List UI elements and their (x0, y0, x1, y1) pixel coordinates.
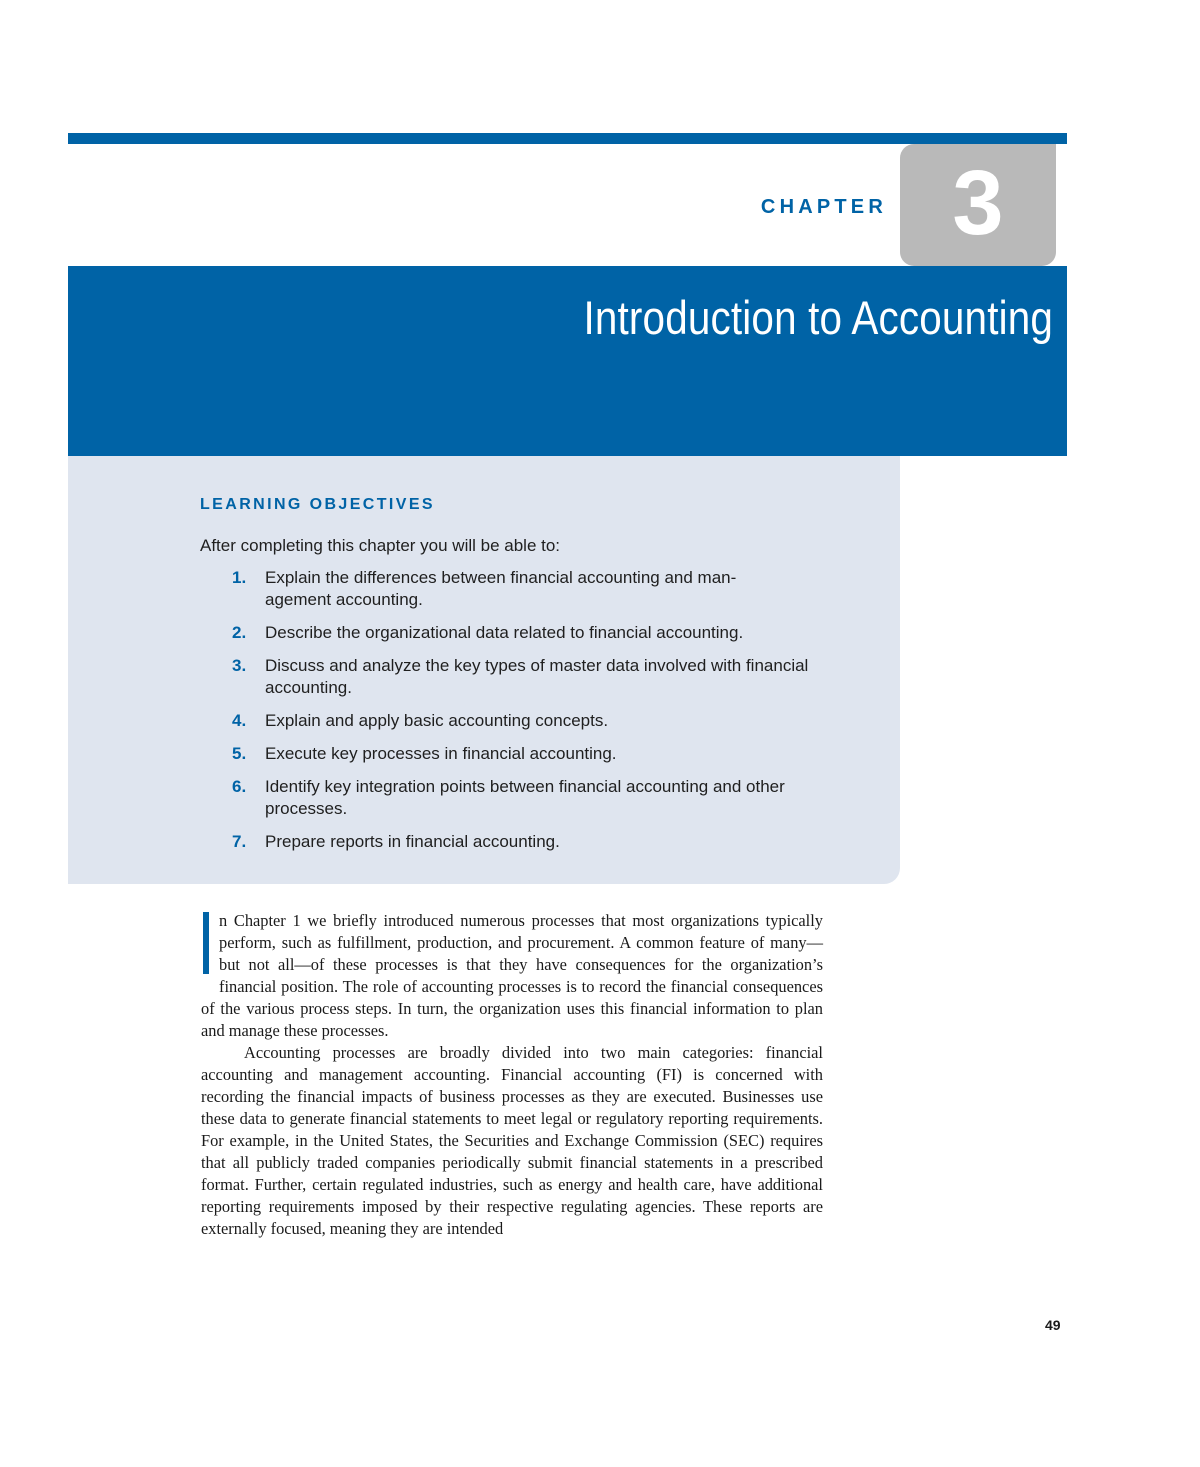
objective-text: Describe the organizational data related to financial accounting. (265, 623, 744, 642)
objective-number: 7. (232, 832, 247, 851)
objective-item (232, 567, 828, 611)
body-paragraph-2 (201, 1042, 823, 1240)
chapter-title: Introduction to Accounting (583, 291, 1053, 344)
objective-number: 4. (232, 711, 247, 730)
objective-number: 1. (232, 568, 247, 587)
chapter-number-box (900, 144, 1056, 266)
objective-item (232, 710, 828, 732)
drop-cap-bar (203, 912, 209, 974)
learning-objectives-panel (68, 456, 900, 884)
body-paragraph-1-text: n Chapter 1 we briefly introduced numerous processes that most organizations typically perform, such as fulfillment, production, and procurement. A common feature of many—but not all—of these processes is that they have consequences for the organization’s financial position. The role of accounting processes is to record the financial consequences of the various process steps. In turn, the organization uses this financial information to plan and manage these processes. (201, 911, 823, 1040)
chapter-label: CHAPTER (760, 196, 887, 218)
learning-objectives-list (232, 567, 828, 864)
objective-item (232, 622, 828, 644)
objective-number: 6. (232, 777, 247, 796)
objective-item (232, 776, 828, 820)
drop-cap-letter (201, 912, 215, 978)
objective-item (232, 655, 828, 699)
chapter-body-text (201, 910, 823, 1240)
chapter-number: 3 (952, 152, 1004, 254)
objective-text: Identify key integration points between financial accounting and other processes. (265, 777, 785, 818)
objective-number: 5. (232, 744, 247, 763)
chapter-title-band (68, 266, 1067, 456)
learning-objectives-intro: After completing this chapter you will be able to: (200, 536, 561, 555)
objective-text: Discuss and analyze the key types of master data involved with financial accounting. (265, 656, 809, 697)
page-number: 49 (1045, 1317, 1061, 1333)
objective-number: 3. (232, 656, 247, 675)
objective-text: Execute key processes in financial accounting. (265, 744, 617, 763)
objective-text: Explain the differences between financial accounting and man- agement accounting. (265, 568, 737, 609)
objective-text: Explain and apply basic accounting concepts. (265, 711, 609, 730)
body-paragraph-2-text: Accounting processes are broadly divided into two main categories: financial accounting and management accounting. Financial accounting (FI) is concerned with recording the financial impacts of business processes as they are executed. Businesses use these data to generate financial statements to meet legal or regulatory reporting requirements. For example, in the United States, the Securities and Exchange Commission (SEC) requires that all publicly traded companies periodically submit financial statements in a prescribed format. Further, certain regulated industries, such as energy and health care, have additional reporting requirements imposed by their respective regulating agencies. These reports are externally focused, meaning they are intended (201, 1043, 823, 1238)
objective-item (232, 743, 828, 765)
body-paragraph-1 (201, 910, 823, 1042)
objective-text: Prepare reports in financial accounting. (265, 832, 560, 851)
chapter-top-rule (68, 133, 1067, 144)
objective-item (232, 831, 828, 853)
learning-objectives-heading: LEARNING OBJECTIVES (200, 496, 435, 513)
objective-number: 2. (232, 623, 247, 642)
